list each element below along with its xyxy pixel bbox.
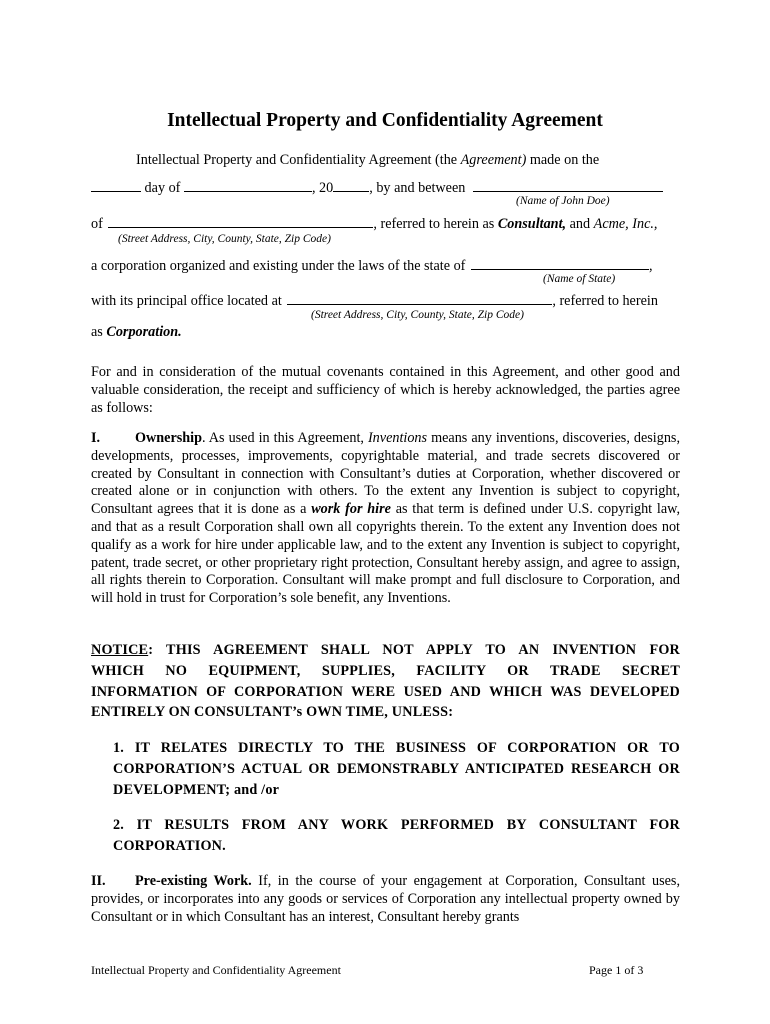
day-blank[interactable] xyxy=(91,178,141,192)
year-blank[interactable] xyxy=(333,178,369,192)
work-for-hire-term: work for hire xyxy=(311,501,391,518)
footer-title: Intellectual Property and Confidentiality Agreement xyxy=(91,963,341,977)
section-2-number: II. xyxy=(91,873,106,889)
notice-line-4: ENTIRELY ON CONSULTANT’s OWN TIME, UNLESS: xyxy=(91,704,454,721)
caption-state: (Name of State) xyxy=(543,273,616,285)
of-label: of xyxy=(91,216,103,232)
notice-line-3: INFORMATION OF CORPORATION WERE USED AND WHICH WAS DEVELOPED xyxy=(91,683,680,700)
caption-address-1: (Street Address, City, County, State, Zip Code) xyxy=(118,233,331,245)
section-ownership xyxy=(91,430,680,608)
caption-address-2: (Street Address, City, County, State, Zip Code) xyxy=(311,309,524,321)
section-1-text-c: as that term is defined under U.S. copyright law, and that as a result Corporation shall own all copyrights therein. To the extent any Invention does not qualify as a work for hire under applicable law, and to the extent any Invention is subject to copyright, patent, trade secret, or other proprietary right protection, Consultant hereby assign, and agree to assign, all rights therein to Corporation. Consultant will make prompt and full disclosure to Corporation, and will hold in trust for Corporation’s sole benefit, any Inventions. xyxy=(91,501,680,607)
month-blank[interactable] xyxy=(184,178,312,192)
notice-text-1: : THIS AGREEMENT SHALL NOT APPLY TO AN INVENTION FOR xyxy=(148,642,680,658)
as-corporation-line xyxy=(91,324,182,341)
of-line xyxy=(91,214,657,233)
section-2-text: If, in the course of your engagement at Corporation, Consultant uses, provides, or incorporates into any goods or services of Corporation any intellectual property owned by Consultant or in which Consultant has an interest, Consultant hereby grants xyxy=(91,873,680,925)
office-line xyxy=(91,291,658,310)
intro-text-end: made on the xyxy=(526,152,600,168)
corporation-comma: , xyxy=(648,258,653,274)
notice-line-2: WHICH NO EQUIPMENT, SUPPLIES, FACILITY OR TRADE SECRET xyxy=(91,662,680,679)
notice-label: NOTICE xyxy=(91,642,149,658)
notice-line-1 xyxy=(91,640,680,661)
section-1-heading: Ownership xyxy=(135,430,203,446)
document-title: Intellectual Property and Confidentiality Agreement xyxy=(167,110,603,131)
footer-page-number: Page 1 of 3 xyxy=(589,963,644,977)
intro-text: Intellectual Property and Confidentiality Agreement (the xyxy=(136,152,461,168)
section-1-number: I. xyxy=(91,430,101,446)
intro-line-1 xyxy=(136,152,599,169)
notice-item-1: 1. IT RELATES DIRECTLY TO THE BUSINESS OF CORPORATION OR TO CORPORATION’S ACTUAL OR DEMONSTRABLY ANTICIPATED RESEARCH OR DEVELOPMENT; and /or xyxy=(113,740,680,798)
corporation-text: a corporation organized and existing under the laws of the state of xyxy=(91,258,466,274)
section-2-heading: Pre-existing Work. xyxy=(135,873,252,889)
as-label: as xyxy=(91,324,107,340)
by-and-between-label: , by and between xyxy=(369,180,466,196)
acme-name: Acme, Inc., xyxy=(593,216,658,232)
consideration-paragraph: For and in consideration of the mutual covenants contained in this Agreement, and other good and valuable consideration, the receipt and sufficiency of which is hereby acknowledged, the parties agree as follows: xyxy=(91,364,680,416)
day-of-label: day of xyxy=(141,180,184,196)
agreement-term: Agreement) xyxy=(460,152,527,168)
notice-item-2: 2. IT RESULTS FROM ANY WORK PERFORMED BY CONSULTANT FOR CORPORATION. xyxy=(113,817,680,854)
state-blank[interactable] xyxy=(471,256,649,270)
corporation-term: Corporation. xyxy=(106,324,182,340)
consultant-term: Consultant, xyxy=(497,216,567,232)
referred-label: , referred to herein as xyxy=(373,216,498,232)
section-1-text-b: means any inventions, discoveries, designs, developments, processes, improvements, copyrightable material, and trade secrets discovered or created by Consultant in connection with Consultant’s duties at Corporation, whether discovered or created alone or in conjunction with others. To the extent any Invention is subject to copyright, Consultant agrees that it is done as a xyxy=(91,430,680,518)
section-pre-existing-work xyxy=(91,873,680,926)
office-referred-label: , referred to herein xyxy=(552,293,658,309)
caption-name: (Name of John Doe) xyxy=(516,195,610,207)
office-text: with its principal office located at xyxy=(91,293,282,309)
and-label: and xyxy=(566,216,594,232)
office-address-blank[interactable] xyxy=(287,291,552,305)
section-1-text-a: . As used in this Agreement, xyxy=(202,430,368,446)
year-label: , 20 xyxy=(311,180,334,196)
notice-block xyxy=(91,640,680,723)
inventions-term: Inventions xyxy=(367,430,428,446)
consultant-name-blank[interactable] xyxy=(473,178,663,192)
consultant-address-blank[interactable] xyxy=(108,214,373,228)
